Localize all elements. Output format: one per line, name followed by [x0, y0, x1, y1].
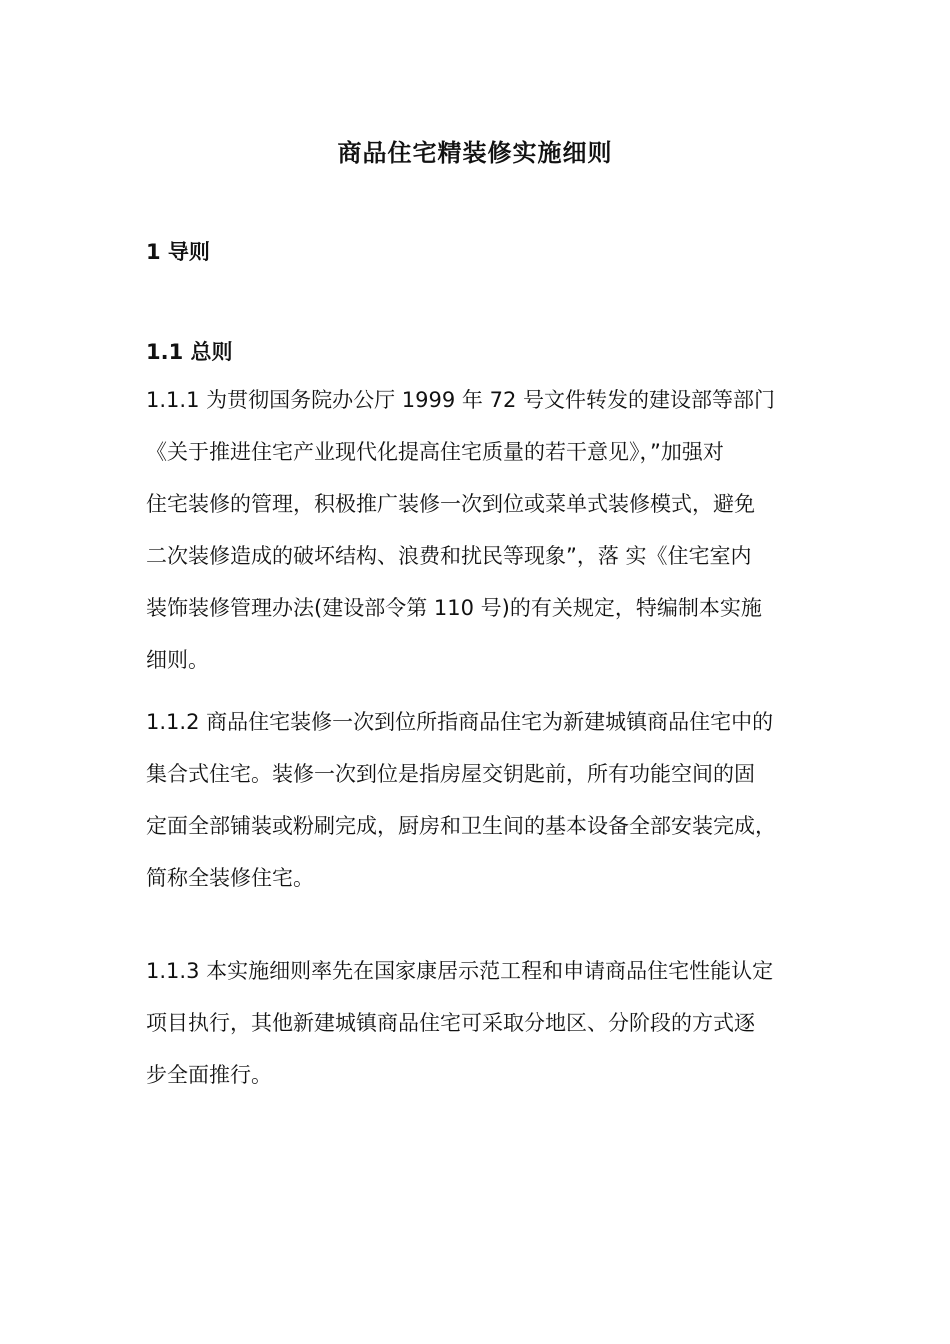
document-title: 商品住宅精装修实施细则: [337, 139, 613, 167]
paragraph-line: 集合式住宅。装修一次到位是指房屋交钥匙前，所有功能空间的固: [146, 762, 755, 786]
paragraph-line: 细则。: [146, 648, 209, 672]
paragraph-line: 1.1.1 为贯彻国务院办公厅 1999 年 72 号文件转发的建设部等部门: [146, 388, 775, 412]
paragraph-1-1-1: [146, 385, 806, 697]
paragraph-line: 1.1.3 本实施细则率先在国家康居示范工程和申请商品住宅性能认定: [146, 959, 774, 983]
paragraph-line: 二次装修造成的破坏结构、浪费和扰民等现象”，落 实《住宅室内: [146, 544, 752, 568]
paragraph-line: 简称全装修住宅。: [146, 866, 314, 890]
section-heading-1: 1 导则: [146, 240, 210, 264]
paragraph-line: 《关于推进住宅产业现代化提高住宅质量的若干意见》，”加强对: [146, 440, 724, 464]
section-heading-1-1: 1.1 总则: [146, 340, 233, 364]
paragraph-line: 装饰装修管理办法(建设部令第 110 号)的有关规定，特编制本实施: [146, 596, 762, 620]
paragraph-1-1-3: [146, 956, 806, 1112]
paragraph-line: 项目执行，其他新建城镇商品住宅可采取分地区、分阶段的方式逐: [146, 1011, 755, 1035]
paragraph-line: 步全面推行。: [146, 1063, 272, 1087]
paragraph-1-1-2: [146, 707, 806, 915]
paragraph-line: 1.1.2 商品住宅装修一次到位所指商品住宅为新建城镇商品住宅中的: [146, 710, 774, 734]
paragraph-line: 住宅装修的管理，积极推广装修一次到位或菜单式装修模式，避免: [146, 492, 755, 516]
paragraph-line: 定面全部铺装或粉刷完成，厨房和卫生间的基本设备全部安装完成，: [146, 814, 776, 838]
